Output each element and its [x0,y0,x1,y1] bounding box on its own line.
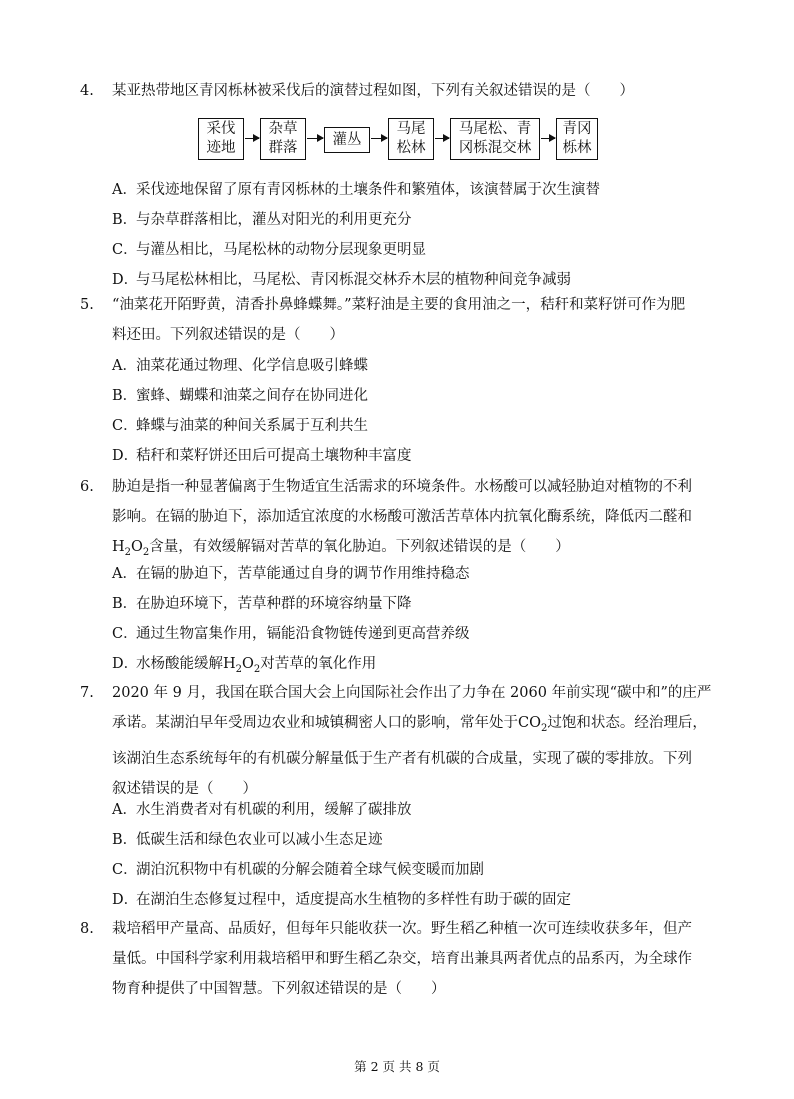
stem-line: 某亚热带地区青冈栎林被采伐后的演替过程如图，下列有关叙述错误的是（ ） [112,83,634,99]
option-d: D．秸秆和菜籽饼还田后可提高土壤物种丰富度 [112,448,412,464]
question-7 [80,678,720,804]
question-5 [80,290,720,350]
arrow-icon [245,138,259,139]
option-b: B．低碳生活和绿色农业可以减小生态足迹 [112,832,383,848]
question-number: 4. [80,83,94,99]
stem-line: $H_2O_2$含量，有效缓解镉对苦草的氧化胁迫。下列叙述错误的是（ ） [112,539,570,558]
arrow-icon [371,138,387,139]
option-a: A．在镉的胁迫下，苦草能通过自身的调节作用维持稳态 [112,566,470,582]
option-a: A．采伐迹地保留了原有青冈栎林的土壤条件和繁殖体，该演替属于次生演替 [112,182,600,198]
stem-line: 2020 年 9 月，我国在联合国大会上向国际社会作出了力争在 2060 年前实现“碳中和”的庄严 [112,685,712,701]
question-stem [112,472,720,568]
page-footer: 第 2 页 共 8 页 [354,1059,440,1074]
stem-line: 承诺。某湖泊早年受周边农业和城镇稠密人口的影响，常年处于$CO_2$过饱和状态。经治理后， [112,715,707,734]
stem-line: 该湖泊生态系统每年的有机碳分解量低于生产者有机碳的合成量，实现了碳的零排放。下列 [112,750,692,767]
flow-box-4: 马尾 松林 [388,118,434,160]
flow-box-5: 马尾松、青 冈栎混交林 [450,118,540,160]
question-number: 7. [80,685,94,701]
stem-line: 料还田。下列叙述错误的是（ ） [112,327,344,343]
flow-box-1: 采伐 迹地 [198,118,244,160]
option-d: D．水杨酸能缓解$H_2O_2$对苦草的氧化作用 [112,656,377,675]
option-c: C．蜂蝶与油菜的种间关系属于互利共生 [112,418,368,434]
stem-line: 物育种提供了中国智慧。下列叙述错误的是（ ） [112,981,446,997]
question-number: 6. [80,479,94,495]
flow-box-2: 杂草 群落 [260,118,306,160]
option-b: B．蜜蜂、蝴蝶和油菜之间存在协同进化 [112,388,368,404]
arrow-icon [541,138,555,139]
option-b: B．与杂草群落相比，灌丛对阳光的利用更充分 [112,212,412,228]
stem-line: 栽培稻甲产量高、品质好，但每年只能收获一次。野生稻乙种植一次可连续收获多年，但产 [112,921,692,937]
option-b: B．在胁迫环境下，苦草种群的环境容纳量下降 [112,596,412,612]
flow-box-6: 青冈 栎林 [556,118,598,160]
option-d: D．在湖泊生态修复过程中，适度提高水生植物的多样性有助于碳的固定 [112,892,571,908]
question-stem [112,76,720,106]
option-d: D．与马尾松林相比，马尾松、青冈栎混交林乔木层的植物种间竞争减弱 [112,272,571,288]
option-c: C．通过生物富集作用，镉能沿食物链传递到更高营养级 [112,626,470,642]
question-stem [112,290,720,350]
option-a: A．水生消费者对有机碳的利用，缓解了碳排放 [112,802,412,818]
stem-line: 胁迫是指一种显著偏离于生物适宜生活需求的环境条件。水杨酸可以减轻胁迫对植物的不利 [112,479,692,495]
stem-line: 影响。在镉的胁迫下，添加适宜浓度的水杨酸可激活苦草体内抗氧化酶系统，降低丙二醛和 [112,509,692,525]
question-number: 8. [80,921,94,937]
stem-line: “油菜花开陌野黄，清香扑鼻蜂蝶舞。”菜籽油是主要的食用油之一，秸秆和菜籽饼可作为肥 [112,297,686,313]
question-stem [112,914,720,1004]
question-4 [80,76,720,106]
question-6 [80,472,720,568]
stem-line: 叙述错误的是（ ） [112,780,257,797]
question-number: 5. [80,297,94,313]
arrow-icon [307,138,323,139]
succession-flowchart [198,118,598,162]
arrow-icon [435,138,449,139]
flow-box-3: 灌丛 [324,127,370,153]
option-c: C．与灌丛相比，马尾松林的动物分层现象更明显 [112,242,426,258]
option-a: A．油菜花通过物理、化学信息吸引蜂蝶 [112,358,368,374]
option-c: C．湖泊沉积物中有机碳的分解会随着全球气候变暖而加剧 [112,862,484,878]
stem-line: 量低。中国科学家利用栽培稻甲和野生稻乙杂交，培育出兼具两者优点的品系丙，为全球作 [112,951,692,967]
question-8 [80,914,720,1004]
question-stem [112,678,720,804]
